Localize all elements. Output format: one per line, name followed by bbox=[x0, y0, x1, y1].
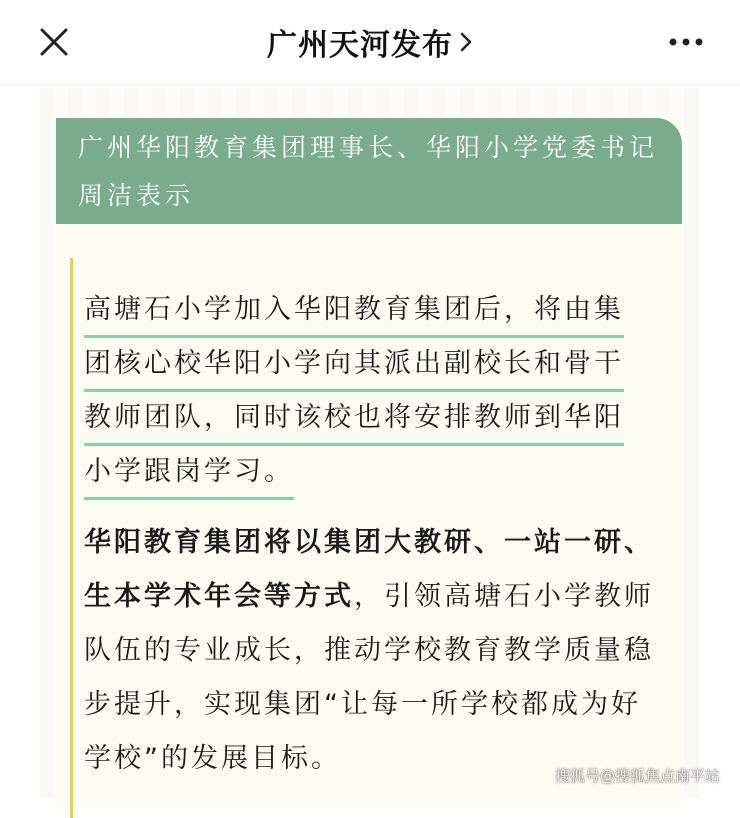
bold-text: 华阳教育集团将以集团大教研、一站一研、生本学术年会等方式 bbox=[84, 527, 654, 612]
account-title-link[interactable] bbox=[0, 22, 740, 62]
chevron-right-icon bbox=[459, 31, 473, 53]
underlined-line: 团核心校华阳小学向其派出副校长和骨干 bbox=[84, 338, 624, 392]
more-horizontal-icon bbox=[668, 37, 704, 47]
quote-bar bbox=[70, 258, 73, 818]
article-quote-card bbox=[56, 118, 682, 808]
paragraph-mixed bbox=[84, 516, 664, 786]
account-title: 广州天河发布 bbox=[267, 28, 453, 63]
regular-text: ，引领高塘石小学教师队伍的专业成长，推动学校教育教学质量稳步提升，实现集团“让每一所学校都成为好学校”的发展目标。 bbox=[84, 581, 654, 774]
underlined-line: 高塘石小学加入华阳教育集团后，将由集 bbox=[84, 284, 624, 338]
underlined-line: 教师团队，同时该校也将安排教师到华阳 bbox=[84, 392, 624, 446]
quote-header: 广州华阳教育集团理事长、华阳小学党委书记周洁表示 bbox=[56, 118, 682, 224]
underlined-line: 小学跟岗学习。 bbox=[84, 446, 294, 500]
watermark-text: 搜狐号@搜狐焦点南平站 bbox=[554, 767, 720, 785]
more-options-button[interactable] bbox=[666, 22, 706, 62]
top-navigation-bar bbox=[0, 0, 740, 85]
paragraph-underlined bbox=[84, 284, 664, 500]
